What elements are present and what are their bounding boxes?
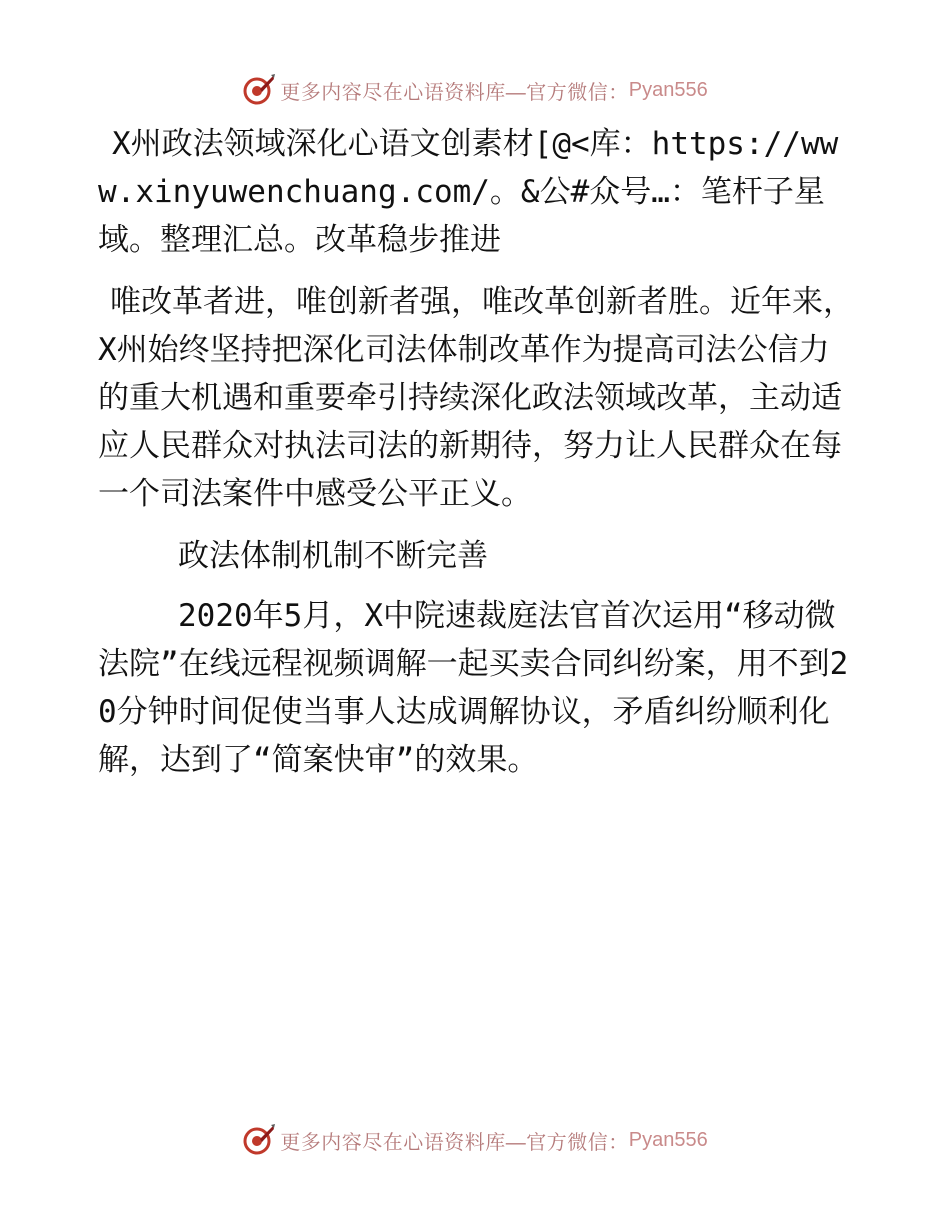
- banner-text: 更多内容尽在心语资料库—官方微信：: [280, 1131, 629, 1154]
- body-paragraph: 2020年5月，X中院速裁庭法官首次运用“移动微法院”在线远程视频调解一起买卖合同纠纷案，用不到20分钟时间促使当事人达成调解协议，矛盾纠纷顺利化解，达到了“简案快审”的效果。: [98, 598, 849, 778]
- document-title-line: X州政法领域深化心语文创素材[@<库：https://www.xinyuwenchuang.com/。&公#众号…：笔杆子星域。整理汇总。改革稳步推进: [98, 126, 839, 258]
- banner-wechat-handle: Pyan556: [628, 1128, 708, 1151]
- banner-wechat-handle: Pyan556: [628, 78, 708, 101]
- document-body: [98, 120, 858, 784]
- section-heading: 政法体制机制不断完善: [178, 538, 488, 574]
- quill-pen-logo-icon: [242, 73, 276, 107]
- header-banner: [0, 70, 950, 110]
- banner-text: 更多内容尽在心语资料库—官方微信：: [280, 81, 629, 104]
- quill-pen-logo-icon: [242, 1123, 276, 1157]
- footer-banner: [0, 1120, 950, 1160]
- intro-paragraph: 唯改革者进，唯创新者强，唯改革创新者胜。近年来，X州始终坚持把深化司法体制改革作为提高司法公信力的重大机遇和重要牵引持续深化政法领域改革，主动适应人民群众对执法司法的新期待，努力让人民群众在每一个司法案件中感受公平正义。: [98, 284, 854, 512]
